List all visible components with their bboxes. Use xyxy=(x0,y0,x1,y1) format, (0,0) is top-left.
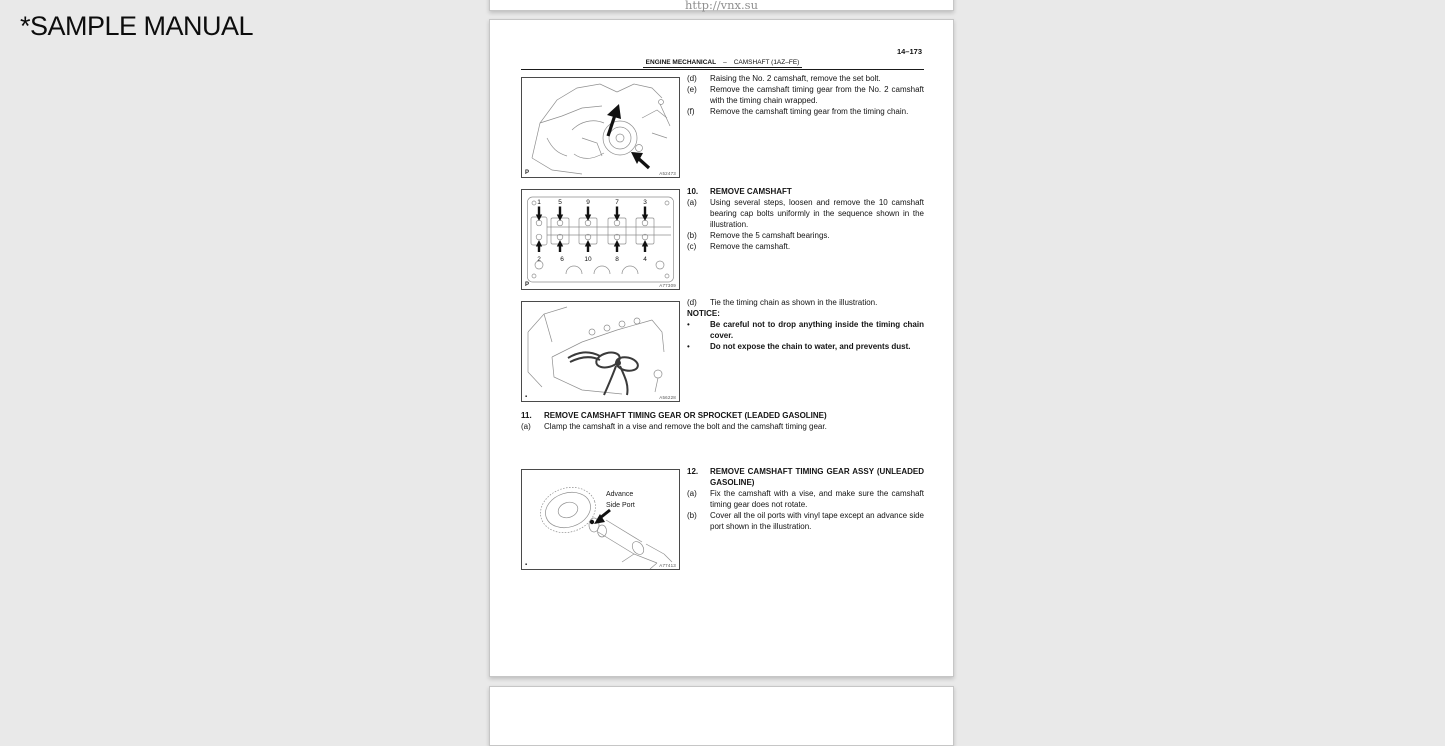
bolt-number: 10 xyxy=(584,256,592,263)
notice-item xyxy=(687,341,924,352)
bolt-number: 1 xyxy=(537,199,541,206)
header-section: ENGINE MECHANICAL xyxy=(645,59,717,66)
engine-line-art xyxy=(522,78,679,177)
step-text: Remove the camshaft timing gear from the timing chain. xyxy=(710,107,909,116)
step-text: Cover all the oil ports with vinyl tape except an advance side port shown in the illustration. xyxy=(710,511,924,531)
list-item xyxy=(521,421,924,432)
bullet-icon: • xyxy=(687,342,690,351)
step12-block xyxy=(687,466,924,532)
bullet-icon: • xyxy=(687,320,690,329)
bolt-arrow-icon xyxy=(631,152,649,168)
camshaft-gear-diagram xyxy=(522,470,679,569)
step-text: Tie the timing chain as shown in the illustration. xyxy=(710,298,878,307)
figure-advance-side-port xyxy=(521,469,680,570)
figure-corner-label: P xyxy=(525,282,530,288)
site-url-watermark: http://vnx.su xyxy=(685,0,758,12)
notice-title: NOTICE: xyxy=(687,309,720,318)
step10-notice-block xyxy=(687,297,924,352)
bolt-number: 8 xyxy=(615,256,619,263)
figure-code: A77309 xyxy=(659,283,676,288)
callout-text: Advance xyxy=(606,491,634,498)
step-text: Remove the 5 camshaft bearings. xyxy=(710,231,830,240)
list-item xyxy=(687,488,924,510)
step-text: Remove the camshaft. xyxy=(710,242,791,251)
bolt-number: 6 xyxy=(560,256,564,263)
bolt-number: 3 xyxy=(643,199,647,206)
running-header xyxy=(521,59,924,70)
step-text: Using several steps, loosen and remove the 10 camshaft bearing cap bolts uniformly in the sequence shown in the illustration. xyxy=(710,198,924,229)
figure-corner-label: P xyxy=(525,170,530,176)
engine-line-art xyxy=(522,302,679,401)
header-divider: – xyxy=(723,59,727,66)
figure-tie-timing-chain xyxy=(521,301,680,402)
cylinder-head-diagram xyxy=(522,190,679,289)
figure-bolt-sequence xyxy=(521,189,680,290)
notice-text: Do not expose the chain to water, and prevents dust. xyxy=(710,342,911,351)
step-label: (b) xyxy=(687,511,697,520)
step-title: REMOVE CAMSHAFT xyxy=(710,187,792,196)
step-label: (a) xyxy=(521,422,531,431)
step-label: (d) xyxy=(687,74,697,83)
up-arrow-icon xyxy=(536,240,648,252)
step-label: (c) xyxy=(687,242,697,251)
step10-block xyxy=(687,186,924,252)
notice-text: Be careful not to drop anything inside the timing chain cover. xyxy=(710,320,924,340)
down-arrow-icon xyxy=(536,207,648,222)
figure-code: A52473 xyxy=(659,171,676,176)
step-number: 12. xyxy=(687,467,699,476)
bolt-number: 9 xyxy=(586,199,590,206)
list-item xyxy=(687,197,924,230)
step-label: (e) xyxy=(687,85,697,94)
figure-remove-timing-gear xyxy=(521,77,680,178)
step9-substeps xyxy=(687,73,924,117)
list-item xyxy=(687,106,924,117)
figure-corner-label: ▪ xyxy=(525,394,528,400)
port-arrow-icon xyxy=(594,510,610,524)
next-page-edge xyxy=(489,686,954,746)
callout-text: Side Port xyxy=(606,502,635,509)
list-item xyxy=(687,73,924,84)
figure-code: A56228 xyxy=(659,395,676,400)
step-text: Clamp the camshaft in a vise and remove the bolt and the camshaft timing gear. xyxy=(544,422,827,431)
step-number: 10. xyxy=(687,187,699,196)
step-text: Fix the camshaft with a vise, and make sure the camshaft timing gear does not rotate. xyxy=(710,489,924,509)
step-label: (d) xyxy=(687,298,697,307)
step-heading xyxy=(687,466,924,488)
step-label: (b) xyxy=(687,231,697,240)
bolt-number: 4 xyxy=(643,256,647,263)
step-label: (a) xyxy=(687,198,697,207)
list-item xyxy=(687,241,924,252)
step-text: Raising the No. 2 camshaft, remove the set bolt. xyxy=(710,74,881,83)
document-page xyxy=(489,19,954,677)
list-item xyxy=(687,230,924,241)
bolt-number: 7 xyxy=(615,199,619,206)
bolt-number: 5 xyxy=(558,199,562,206)
header-topic: CAMSHAFT (1AZ–FE) xyxy=(733,59,800,66)
list-item xyxy=(687,84,924,106)
figure-corner-label: ▪ xyxy=(525,562,528,568)
step-label: (a) xyxy=(687,489,697,498)
sample-manual-watermark: *SAMPLE MANUAL xyxy=(20,11,254,41)
step-heading xyxy=(687,186,924,197)
bolt-number: 2 xyxy=(537,256,541,263)
step11-block xyxy=(521,410,924,432)
step-title: REMOVE CAMSHAFT TIMING GEAR OR SPROCKET (LEADED GASOLINE) xyxy=(544,411,827,420)
step-label: (f) xyxy=(687,107,695,116)
step-heading xyxy=(521,410,924,421)
notice-item xyxy=(687,319,924,341)
step-text: Remove the camshaft timing gear from the No. 2 camshaft with the timing chain wrapped. xyxy=(710,85,924,105)
list-item xyxy=(687,297,924,308)
page-number: 14–173 xyxy=(896,47,922,56)
figure-code: A77413 xyxy=(659,563,676,568)
step-title: REMOVE CAMSHAFT TIMING GEAR ASSY (UNLEADED GASOLINE) xyxy=(710,467,924,487)
lift-arrow-icon xyxy=(607,104,621,136)
step-number: 11. xyxy=(521,411,532,420)
list-item xyxy=(687,510,924,532)
